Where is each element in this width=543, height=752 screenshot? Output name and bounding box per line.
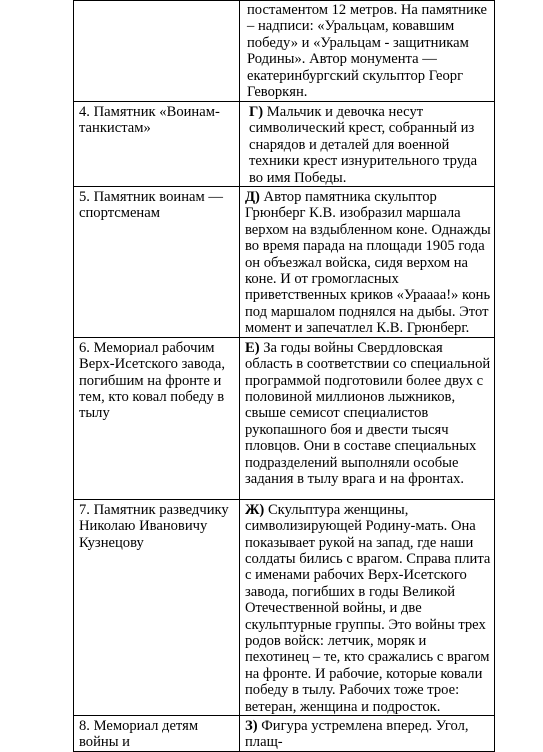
table-row [74, 715, 495, 751]
monument-name: 7. Памятник разведчику Николаю Ивановичу Кузнецову [79, 501, 229, 551]
description-cell [240, 187, 495, 338]
monument-name-cell [74, 102, 240, 187]
monument-name-cell [74, 1, 240, 102]
description-text: За годы войны Свердловская область в соответствии со специальной программой подготовили более двух с половиной миллионов лыжников, свыше семисот специалистов рукопашного боя и двести тысяч пловцов. Они в составе специальных подразделений выполняли особые задания в тылу врага и на фронтах. [245, 339, 491, 487]
monument-name-cell [74, 337, 240, 499]
description-cell [240, 337, 495, 499]
description-text: постаментом 12 метров. На памятнике – надписи: «Уральцам, ковавшим победу» и «Уральцам - защитникам Родины». Автор монумента — екатеринбургский скульптор Георг Геворкян. [247, 2, 487, 101]
description-letter: З) [245, 717, 258, 734]
description-letter: Ж) [245, 501, 265, 518]
description-text: Мальчик и девочка несут символический крест, собранный из снарядов и деталей для военной техники крест изнурительного труда во имя Победы. [249, 104, 478, 186]
table-row [74, 187, 495, 338]
description-cell [240, 499, 495, 715]
table-row [74, 499, 495, 715]
table-row [74, 337, 495, 499]
description-text: Скульптура женщины, символизирующей Родину-мать. Она показывает рукой на запад, где наши солдаты бились с врагом. Справа плита с именами рабочих Верх-Исетского завода, погибших в годы Великой Отечественной войны, и две скульптурные группы. Это войны трех родов войск: летчик, моряк и пехотинец – те, кто сражались с врагом на фронте. И рабочие, которые ковали победу в тылу. Рабочих тоже трое: ветеран, женщина и подросток. [245, 501, 491, 715]
monument-name-cell [74, 715, 240, 751]
monument-name: 4. Памятник «Воинам-танкистам» [79, 104, 220, 137]
description-cell [240, 1, 495, 102]
description-letter: Е) [245, 339, 260, 356]
monument-name-cell [74, 499, 240, 715]
description-text: Фигура устремлена вперед. Угол, плащ- [245, 717, 469, 751]
description-text: Автор памятника скульптор Грюнберг К.В. изобразил маршала верхом на вздыбленном коне. Однажды во время парада на площади 1905 года он объезжал войска, сидя верхом на коне. И от громогласных приветственных криков «Ураааа!» конь под маршалом поднялся на дыбы. Этот момент и запечатлел К.В. Грюнберг. [245, 189, 491, 337]
monument-name: 6. Мемориал рабочим Верх-Исетского завода, погибшим на фронте и тем, кто ковал победу в тылу [79, 339, 226, 422]
table-row [74, 1, 495, 102]
table-row [74, 102, 495, 187]
description-letter: Г) [249, 104, 264, 120]
monument-name: 5. Памятник воинам — спортсменам [79, 189, 223, 222]
description-cell [240, 715, 495, 751]
description-cell [240, 102, 495, 187]
description-letter: Д) [245, 189, 260, 206]
matching-table [73, 0, 495, 752]
monument-name: 8. Мемориал детям войны и [79, 717, 199, 751]
monument-name-cell [74, 187, 240, 338]
